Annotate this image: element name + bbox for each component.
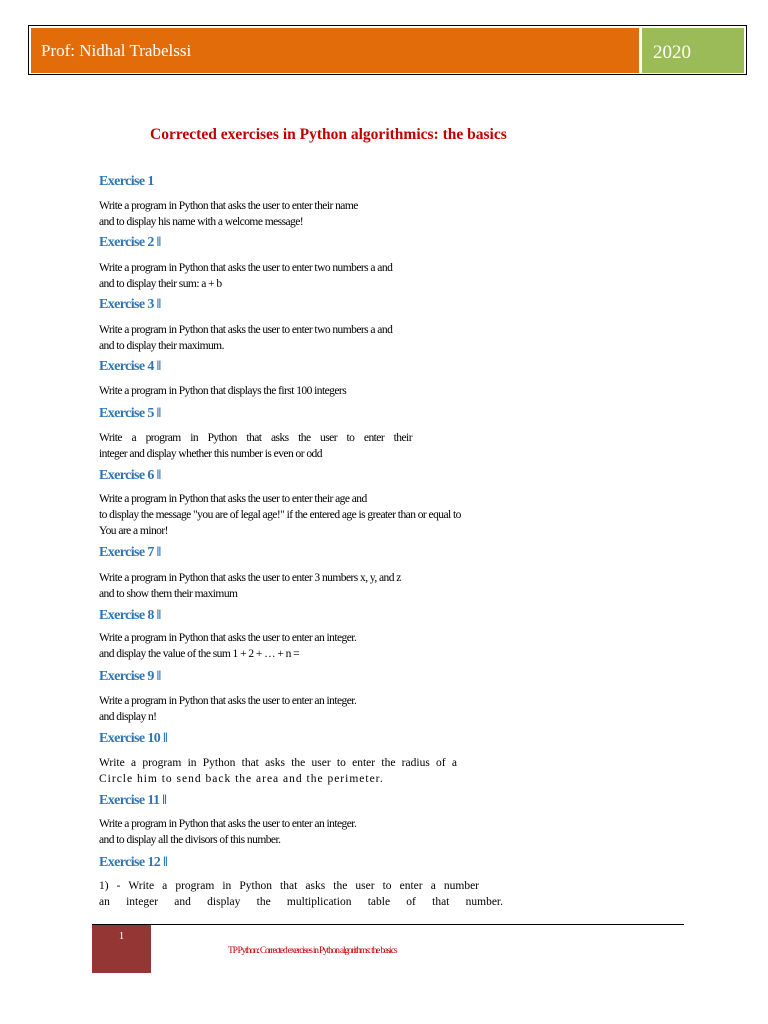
exercise-4-text <box>99 383 479 399</box>
exercise-10-line-2: Circle him to send back the area and the perimeter. <box>99 773 384 785</box>
exercise-8-line-2: and display the value of the sum 1 + 2 + … + n = <box>99 648 300 660</box>
exercise-12-heading: Exercise 12 ‖ <box>99 855 168 870</box>
exercise-5-line-1: Write a program in Python that asks the user to enter their <box>99 432 412 444</box>
exercise-1-line-2: and to display his name with a welcome message! <box>99 216 304 228</box>
exercise-2-line-1: Write a program in Python that asks the user to enter two numbers a and <box>99 262 393 274</box>
header-year: 2020 <box>642 28 744 73</box>
exercise-12-line-2: an integer and display the multiplication table of that number. <box>99 896 503 908</box>
exercise-10-text <box>99 755 479 787</box>
exercise-1-heading: Exercise 1 <box>99 174 154 189</box>
exercise-7-line-2: and to show them their maximum <box>99 588 238 600</box>
footer-divider <box>92 924 684 925</box>
exercise-2-line-2: and to display their sum: a + b <box>99 278 222 290</box>
exercise-11-line-1: Write a program in Python that asks the user to enter an integer. <box>99 818 357 830</box>
exercise-6-line-3: You are a minor! <box>99 525 168 537</box>
exercise-1-line-1: Write a program in Python that asks the user to enter their name <box>99 200 358 212</box>
exercise-11-line-2: and to display all the divisors of this number. <box>99 834 281 846</box>
exercise-7-heading: Exercise 7 ‖ <box>99 545 161 560</box>
exercise-9-line-2: and display n! <box>99 711 157 723</box>
exercise-10-heading: Exercise 10 ‖ <box>99 731 168 746</box>
page-header <box>28 25 747 75</box>
exercise-8-line-1: Write a program in Python that asks the user to enter an integer. <box>99 632 357 644</box>
exercise-6-heading: Exercise 6 ‖ <box>99 468 161 483</box>
exercise-12-text <box>99 878 503 910</box>
header-author: Prof: Nidhal Trabelssi <box>31 28 639 73</box>
exercise-3-heading: Exercise 3 ‖ <box>99 297 161 312</box>
exercise-3-text <box>99 322 479 354</box>
exercise-7-text <box>99 570 479 602</box>
exercise-4-line-1: Write a program in Python that displays the first 100 integers <box>99 385 347 397</box>
exercise-5-heading: Exercise 5 ‖ <box>99 406 161 421</box>
exercise-7-line-1: Write a program in Python that asks the user to enter 3 numbers x, y, and z <box>99 572 401 584</box>
exercise-1-text <box>99 198 479 230</box>
exercise-9-line-1: Write a program in Python that asks the user to enter an integer. <box>99 695 357 707</box>
exercise-10-line-1: Write a program in Python that asks the user to enter the radius of a <box>99 757 457 769</box>
exercise-5-text <box>99 430 479 462</box>
exercise-11-text <box>99 816 479 848</box>
exercise-3-line-1: Write a program in Python that asks the user to enter two numbers a and <box>99 324 393 336</box>
exercise-2-heading: Exercise 2 ‖ <box>99 235 161 250</box>
page-number: 1 <box>118 930 125 942</box>
document-title: Corrected exercises in Python algorithmics: the basics <box>150 126 507 143</box>
exercise-12-line-1: 1) - Write a program in Python that asks the user to enter a number <box>99 880 479 892</box>
exercise-6-line-1: Write a program in Python that asks the user to enter their age and <box>99 493 367 505</box>
exercise-3-line-2: and to display their maximum. <box>99 340 224 352</box>
exercise-9-text <box>99 693 479 725</box>
exercise-5-line-2: integer and display whether this number is even or odd <box>99 448 322 460</box>
exercise-8-text <box>99 630 479 662</box>
page-number-box <box>92 925 151 973</box>
exercise-9-heading: Exercise 9 ‖ <box>99 669 161 684</box>
exercise-8-heading: Exercise 8 ‖ <box>99 608 161 623</box>
exercise-6-line-2: to display the message "you are of legal age!" if the entered age is greater than or equal to <box>99 509 461 521</box>
footer-text: TP Python: Corrected exercises in Python algorithms: the basics <box>228 946 397 956</box>
exercise-2-text <box>99 260 479 292</box>
exercise-6-text <box>99 491 479 539</box>
exercise-4-heading: Exercise 4 ‖ <box>99 359 161 374</box>
exercise-11-heading: Exercise 11 ‖ <box>99 793 167 808</box>
